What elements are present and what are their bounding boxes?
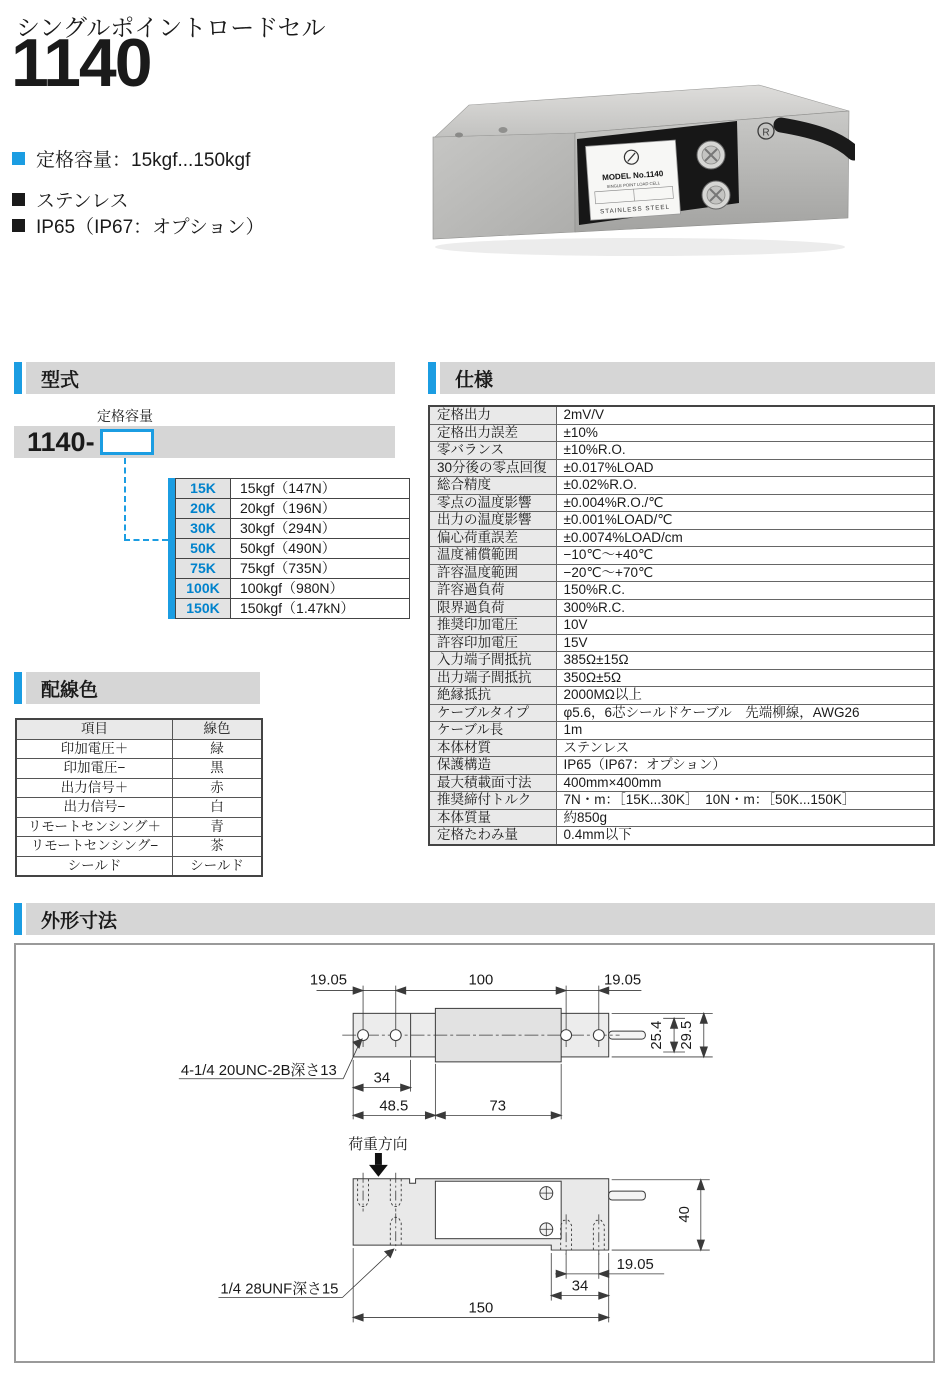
wiring-header-item: 項目 (16, 719, 173, 739)
spec-label: 定格出力 (429, 406, 556, 424)
capacity-code: 100K (176, 579, 231, 599)
table-row (429, 477, 934, 495)
wiring-item: 出力信号＋ (16, 778, 173, 798)
table-row (429, 529, 934, 547)
capacity-code: 20K (176, 499, 231, 519)
spec-value: ±0.001%LOAD/℃ (556, 512, 934, 530)
model-code-strip (14, 426, 395, 458)
capacity-callout-label: 定格容量 (97, 408, 153, 424)
table-row (16, 778, 262, 798)
spec-label: 推奨締付トルク (429, 792, 556, 810)
spec-label: 許容温度範囲 (429, 564, 556, 582)
spec-label: 最大積載面寸法 (429, 774, 556, 792)
spec-label: 総合精度 (429, 477, 556, 495)
wiring-item: リモートセンシング− (16, 837, 173, 857)
spec-value: 400mm×400mm (556, 774, 934, 792)
table-row (429, 512, 934, 530)
table-row (429, 564, 934, 582)
connector-dashed-horizontal (124, 539, 168, 541)
table-row (176, 559, 410, 579)
spec-value: 2000MΩ以上 (556, 687, 934, 705)
spec-label: 本体質量 (429, 809, 556, 827)
section-title: 外形寸法 (26, 903, 935, 935)
table-row (429, 669, 934, 687)
spec-value: 約850g (556, 809, 934, 827)
spec-value: 1m (556, 722, 934, 740)
table-row (429, 599, 934, 617)
wiring-item: リモートセンシング＋ (16, 817, 173, 837)
table-row (16, 798, 262, 818)
nameplate (586, 140, 681, 220)
sideview-cable (609, 1191, 646, 1200)
table-row (429, 442, 934, 460)
bullet-square-icon (12, 219, 25, 232)
capacity-code: 150K (176, 599, 231, 619)
wiring-item: 印加電圧− (16, 759, 173, 779)
section-header-specs (428, 362, 935, 394)
table-row (176, 539, 410, 559)
spec-label: 絶縁抵抗 (429, 687, 556, 705)
spec-label: 出力端子間抵抗 (429, 669, 556, 687)
spec-label: 出力の温度影響 (429, 512, 556, 530)
table-row (429, 494, 934, 512)
registered-mark-letter: R (762, 127, 770, 139)
spec-label: 温度補償範囲 (429, 547, 556, 565)
nameplate-model-text: MODEL No.1140 (601, 169, 664, 183)
spec-label: ケーブル長 (429, 722, 556, 740)
feature-capacity (12, 145, 250, 172)
load-direction-label: 荷重方向 (348, 1137, 408, 1154)
dim-top-height-inner: 25.4 (649, 1020, 666, 1050)
accent-bar (14, 903, 22, 935)
wiring-color: 赤 (173, 778, 263, 798)
spec-label: 許容印加電圧 (429, 634, 556, 652)
feature-protection (12, 212, 264, 239)
capacity-options-table (168, 478, 410, 619)
spec-label: 限界過負荷 (429, 599, 556, 617)
table-row (16, 759, 262, 779)
screw (702, 181, 730, 209)
spec-value: 0.4mm以下 (556, 827, 934, 845)
spec-value: 350Ω±5Ω (556, 669, 934, 687)
table-row (176, 519, 410, 539)
spec-label: 零点の温度影響 (429, 494, 556, 512)
spec-value: ±0.02%R.O. (556, 477, 934, 495)
section-title: 型式 (26, 362, 395, 394)
section-title: 配線色 (26, 672, 260, 704)
spec-label: 許容過負荷 (429, 582, 556, 600)
capacity-value: 100kgf（980N） (231, 579, 410, 599)
spec-value: 385Ω±15Ω (556, 652, 934, 670)
capacity-value: 75kgf（735N） (231, 559, 410, 579)
wiring-item: 印加電圧＋ (16, 739, 173, 759)
table-row (176, 479, 410, 499)
topview-hole (593, 1030, 604, 1041)
wiring-table (15, 718, 263, 877)
spec-label: 零バランス (429, 442, 556, 460)
loadcell-left-block (433, 133, 575, 239)
spec-label: 偏心荷重誤差 (429, 529, 556, 547)
bullet-square-icon (12, 152, 25, 165)
spec-label: 定格出力誤差 (429, 424, 556, 442)
table-row (16, 856, 262, 876)
bullet-square-icon (12, 193, 25, 206)
thread-note-top: 4-1/4 20UNC-2B深さ13 (180, 1062, 337, 1079)
table-row (429, 687, 934, 705)
mounting-hole (499, 127, 508, 133)
spec-value: ±0.017%LOAD (556, 459, 934, 477)
spec-value: IP65（IP67：オプション） (556, 757, 934, 775)
product-photo (425, 75, 855, 265)
topview-hole (561, 1030, 572, 1041)
table-row (176, 499, 410, 519)
spec-value: φ5.6，6芯シールドケーブル 先端柳線，AWG26 (556, 704, 934, 722)
spec-value: 15V (556, 634, 934, 652)
wiring-color: 茶 (173, 837, 263, 857)
table-row (429, 792, 934, 810)
spec-label: ケーブルタイプ (429, 704, 556, 722)
capacity-value: 30kgf（294N） (231, 519, 410, 539)
screw (697, 141, 725, 169)
table-row (429, 827, 934, 845)
feature-material (12, 186, 129, 213)
table-row (16, 817, 262, 837)
spec-label: 定格たわみ量 (429, 827, 556, 845)
capacity-code: 50K (176, 539, 231, 559)
spec-value: 300%R.C. (556, 599, 934, 617)
dimension-drawing-frame (14, 943, 935, 1363)
wiring-color: 緑 (173, 739, 263, 759)
wiring-color: シールド (173, 856, 263, 876)
dimension-drawing (16, 945, 933, 1361)
capacity-code: 15K (176, 479, 231, 499)
table-row (429, 704, 934, 722)
spec-value: 2mV/V (556, 406, 934, 424)
capacity-value: 20kgf（196N） (231, 499, 410, 519)
spec-value: 10V (556, 617, 934, 635)
topview-cable (609, 1031, 646, 1039)
dim-side-pitch: 19.05 (616, 1256, 654, 1273)
spec-value: ステンレス (556, 739, 934, 757)
load-direction-arrow-icon (369, 1153, 388, 1177)
section-header-model (14, 362, 395, 394)
product-model-number: 1140 (11, 25, 151, 101)
topview-hole (358, 1030, 369, 1041)
table-row (429, 582, 934, 600)
table-row (429, 757, 934, 775)
wiring-color: 白 (173, 798, 263, 818)
dim-side-end-length: 34 (571, 1278, 589, 1295)
wiring-header-color: 線色 (173, 719, 263, 739)
table-row (429, 809, 934, 827)
capacity-code: 30K (176, 519, 231, 539)
spec-label: 30分後の零点回復 (429, 459, 556, 477)
spec-label: 推奨印加電圧 (429, 617, 556, 635)
table-row (429, 459, 934, 477)
dim-top-pitch-left: 19.05 (309, 972, 347, 989)
table-row (429, 406, 934, 424)
product-subtitle: シングルポイントロードセル (16, 15, 326, 42)
section-header-wiring (14, 672, 260, 704)
table-row (429, 722, 934, 740)
accent-bar (14, 362, 22, 394)
section-header-dimensions (14, 903, 935, 935)
table-row (16, 739, 262, 759)
spec-value: ±10%R.O. (556, 442, 934, 460)
wiring-color: 青 (173, 817, 263, 837)
spec-value: −20℃〜+70℃ (556, 564, 934, 582)
spec-value: ±0.004%R.O./℃ (556, 494, 934, 512)
table-row (429, 739, 934, 757)
accent-bar (14, 672, 22, 704)
table-row (429, 634, 934, 652)
spec-value: ±0.0074%LOAD/cm (556, 529, 934, 547)
dim-top-hole-offset: 34 (373, 1070, 391, 1087)
spec-label: 保護構造 (429, 757, 556, 775)
feature-text: ステンレス (36, 191, 129, 212)
capacity-value: 15kgf（147N） (231, 479, 410, 499)
topview-hole (390, 1030, 401, 1041)
section-title: 仕様 (440, 362, 935, 394)
dim-side-height: 40 (676, 1206, 693, 1223)
table-row (429, 617, 934, 635)
wiring-item: 出力信号− (16, 798, 173, 818)
table-row (429, 774, 934, 792)
capacity-value: 150kgf（1.47kN） (231, 599, 410, 619)
thread-note-side: 1/4 28UNF深さ15 (220, 1281, 339, 1298)
dim-side-total-length: 150 (468, 1300, 494, 1317)
model-prefix: 1140- (27, 427, 95, 457)
spec-value: ±10% (556, 424, 934, 442)
table-row (176, 599, 410, 619)
connector-dashed-vertical (124, 458, 126, 540)
table-header-row (16, 719, 262, 739)
spec-value: 7N・m：［15K...30K］ 10N・m：［50K...150K］ (556, 792, 934, 810)
table-row (16, 837, 262, 857)
dim-top-length-left: 48.5 (379, 1098, 409, 1115)
mounting-hole (455, 133, 463, 138)
spec-table (428, 405, 935, 846)
wiring-item: シールド (16, 856, 173, 876)
wiring-color: 黒 (173, 759, 263, 779)
capacity-value: 50kgf（490N） (231, 539, 410, 559)
spec-label: 入力端子間抵抗 (429, 652, 556, 670)
dim-top-pitch-right: 19.05 (603, 972, 642, 989)
dim-top-length-mid: 73 (489, 1098, 507, 1115)
table-row (429, 652, 934, 670)
dim-top-length-center: 100 (468, 972, 494, 989)
spec-value: −10℃〜+40℃ (556, 547, 934, 565)
table-row (429, 424, 934, 442)
accent-bar (428, 362, 436, 394)
dim-top-height-total: 29.5 (678, 1020, 695, 1050)
capacity-code: 75K (176, 559, 231, 579)
model-capacity-box (100, 429, 154, 455)
table-row (176, 579, 410, 599)
feature-text: 定格容量：15kgf...150kgf (36, 150, 251, 171)
nameplate-sub-text: SINGLE POINT LOAD CELL (606, 180, 661, 189)
spec-label: 本体材質 (429, 739, 556, 757)
photo-shadow (435, 238, 845, 256)
feature-text: IP65（IP67：オプション） (36, 217, 265, 238)
nameplate-material-text: STAINLESS STEEL (599, 203, 671, 216)
table-row (429, 547, 934, 565)
spec-value: 150%R.C. (556, 582, 934, 600)
